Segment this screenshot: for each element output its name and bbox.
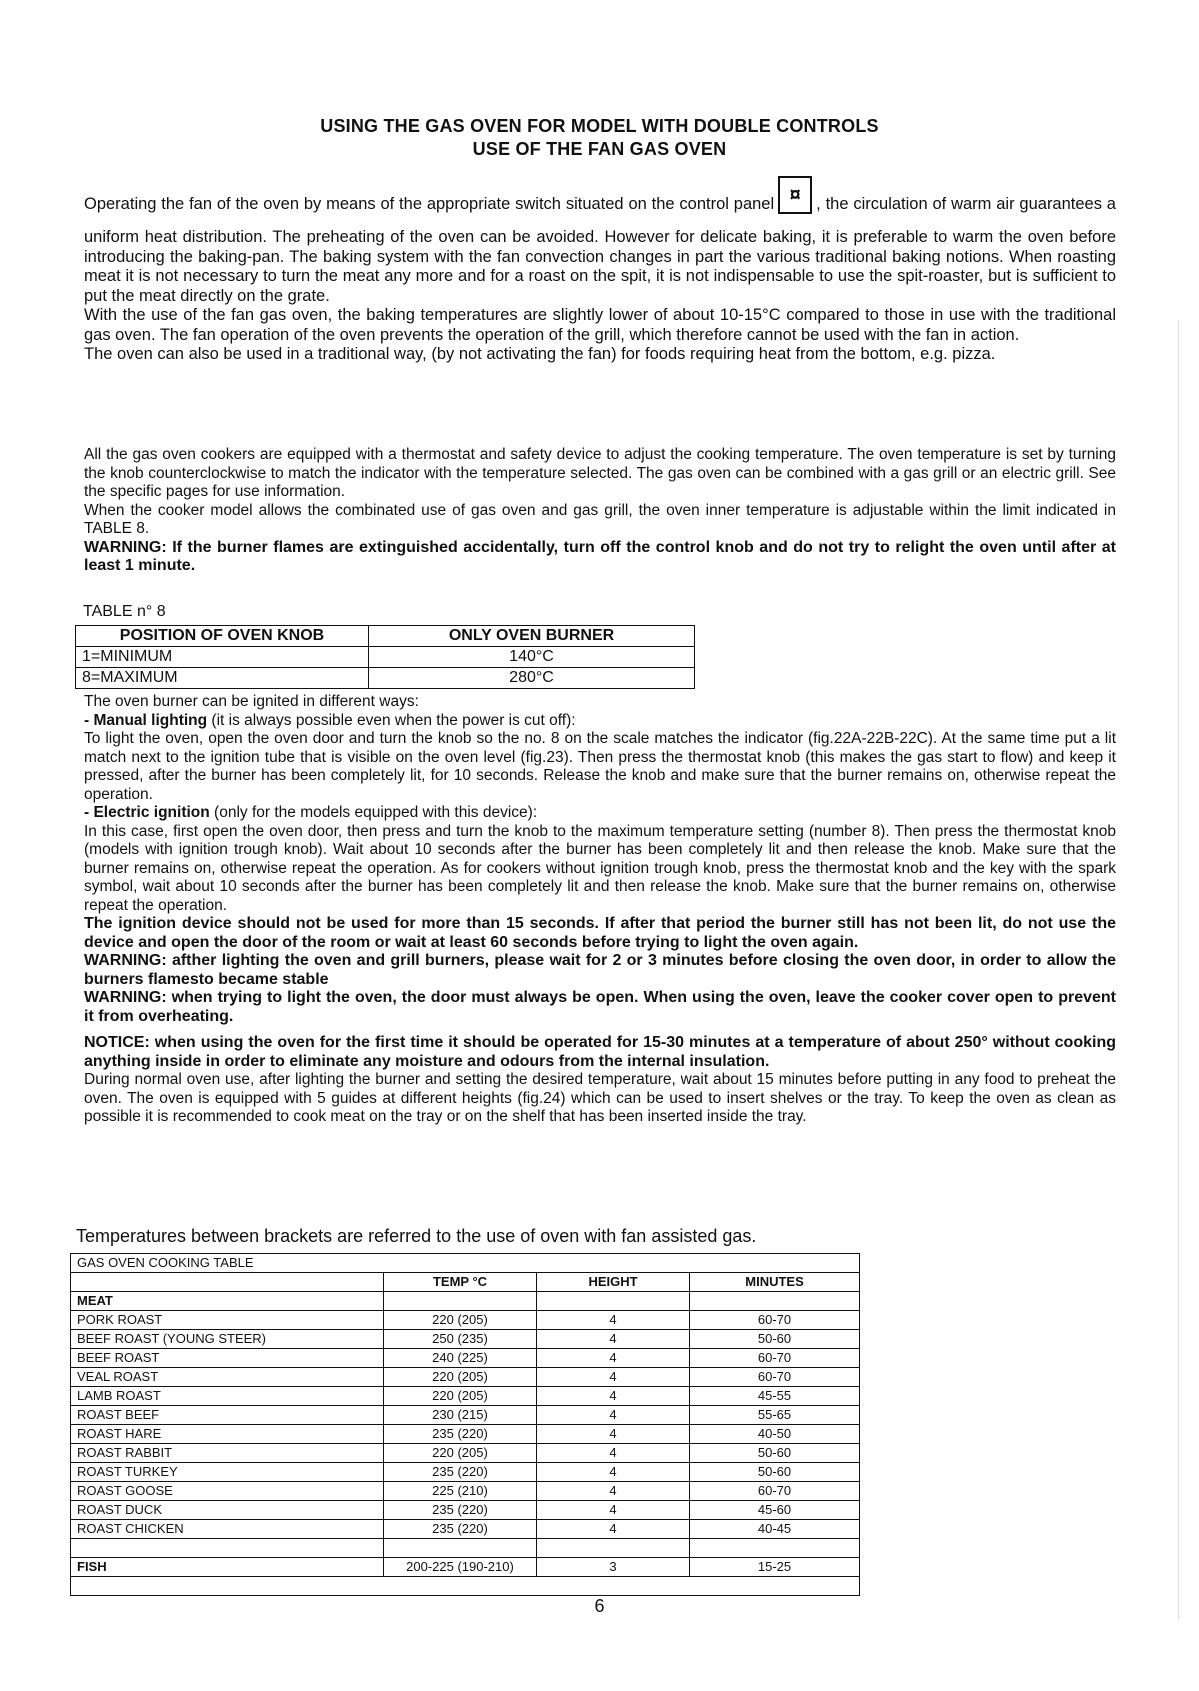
cooking-cell-minutes: 50-60 xyxy=(690,1463,860,1482)
table-row xyxy=(71,1482,860,1501)
electric-ignition-heading: - Electric ignition (only for the models equipped with this device): xyxy=(84,804,538,821)
table8-header-burner: ONLY OVEN BURNER xyxy=(369,626,695,647)
cooking-cell-food: LAMB ROAST xyxy=(71,1387,384,1406)
cooking-cell-temp: 250 (235) xyxy=(384,1330,537,1349)
cooking-cell-minutes: 45-60 xyxy=(690,1501,860,1520)
table-row xyxy=(71,1387,860,1406)
table-row xyxy=(76,647,695,668)
meat-rows xyxy=(71,1311,860,1539)
cooking-cell-height: 4 xyxy=(537,1520,690,1539)
thermostat-paragraph-2: When the cooker model allows the combinated use of gas oven and gas grill, the oven inner temperature is adjustable within the limit indicated in TABLE 8. xyxy=(84,501,1116,537)
cooking-cell-minutes: 60-70 xyxy=(690,1349,860,1368)
cooking-cell-height: 4 xyxy=(537,1349,690,1368)
cooking-cell-minutes: 60-70 xyxy=(690,1368,860,1387)
table-row xyxy=(71,1254,860,1273)
cooking-header-food xyxy=(71,1273,384,1292)
cooking-cell-height: 4 xyxy=(537,1501,690,1520)
cooking-cell-minutes: 40-45 xyxy=(690,1520,860,1539)
table-row xyxy=(71,1463,860,1482)
table-row xyxy=(71,1406,860,1425)
table8-cell: 280°C xyxy=(369,668,695,689)
cooking-cell-height: 4 xyxy=(537,1463,690,1482)
manual-lighting-heading: - Manual lighting (it is always possible even when the power is cut off): xyxy=(84,711,576,729)
electric-ignition-text: In this case, first open the oven door, then press and turn the knob to the maximum temperature setting (number 8). Then press the thermostat knob (models with ignition trough knob). Wait about 10 seconds after the burner has been completely lit and then release the knob. Make sure that the burner remains on, otherwise repeat the operation. As for cookers without ignition trough knob, press the thermostat knob and the key with the spark symbol, wait about 10 seconds after the burner has been completely lit and then release the knob. Make sure that the burner remains on, otherwise repeat the operation. xyxy=(84,822,1116,914)
cooking-cell-temp: 235 (220) xyxy=(384,1425,537,1444)
table8-header-position: POSITION OF OVEN KNOB xyxy=(76,626,369,647)
page-number: 6 xyxy=(594,1596,605,1616)
table-row xyxy=(71,1577,860,1596)
cooking-cell-minutes: 60-70 xyxy=(690,1482,860,1501)
table8-label: TABLE n° 8 xyxy=(83,603,166,620)
cooking-cell-temp: 240 (225) xyxy=(384,1349,537,1368)
cooking-cell-food: ROAST BEEF xyxy=(71,1406,384,1425)
cooking-cell-food: ROAST CHICKEN xyxy=(71,1520,384,1539)
intro-section xyxy=(84,184,1116,365)
thermostat-section xyxy=(84,446,1116,576)
cooking-cell-temp: 235 (220) xyxy=(384,1501,537,1520)
table-8 xyxy=(75,625,695,689)
cooking-cell-height: 4 xyxy=(537,1387,690,1406)
table-row xyxy=(71,1368,860,1387)
table-row xyxy=(71,1292,860,1311)
notice-text: During normal oven use, after lighting the burner and setting the desired temperature, wait about 15 minutes before putting in any food to preheat the oven. The oven is equipped with 5 guides at different heights (fig.24) which can be used to insert shelves or the tray. To keep the oven as clean as possible it is recommended to cook meat on the tray or on the shelf that has been inserted inside the tray. xyxy=(84,1071,1116,1125)
thermostat-warning: WARNING: If the burner flames are extinguished accidentally, turn off the control knob and do not try to relight the oven until after at least 1 minute. xyxy=(84,538,1116,574)
thermostat-paragraph-1: All the gas oven cookers are equipped with a thermostat and safety device to adjust the cooking temperature. The oven temperature is set by turning the knob counterclockwise to match the indicator with the temperature selected. The gas oven can be combined with a gas grill or an electric grill. See the specific pages for use information. xyxy=(84,446,1116,500)
cooking-cell-food: BEEF ROAST xyxy=(71,1349,384,1368)
cooking-header-temp: TEMP °C xyxy=(384,1273,537,1292)
section-label-fish: FISH xyxy=(71,1558,384,1577)
cooking-cell-food: ROAST HARE xyxy=(71,1425,384,1444)
cooking-cell-food: ROAST GOOSE xyxy=(71,1482,384,1501)
page-title: USING THE GAS OVEN FOR MODEL WITH DOUBLE CONTROLS xyxy=(320,116,879,136)
cooking-table-title: GAS OVEN COOKING TABLE xyxy=(71,1254,860,1273)
scan-edge-line xyxy=(1178,320,1179,1620)
table-row xyxy=(71,1444,860,1463)
section-label-meat: MEAT xyxy=(71,1292,384,1311)
table-row xyxy=(71,1273,860,1292)
cooking-cell-food: ROAST DUCK xyxy=(71,1501,384,1520)
intro-paragraph-1: Operating the fan of the oven by means of the appropriate switch situated on the control panel ¤ , the circulation of warm air guarantees a uniform heat distribution. The preheating of the oven can be avoided. However for delicate baking, it is preferable to warm the oven before introducing the baking-pan. The baking system with the fan convection changes in part the various traditional baking notions. When roasting meat it is not necessary to turn the meat any more and for a roast on the spit, it is not indispensable to use the spit-roaster, but is sufficient to put the meat directly on the grate. xyxy=(84,190,1116,306)
gas-oven-cooking-table xyxy=(70,1253,860,1596)
page-subtitle: USE OF THE FAN GAS OVEN xyxy=(472,139,727,159)
cooking-cell-minutes: 45-55 xyxy=(690,1387,860,1406)
cooking-cell-temp: 220 (205) xyxy=(384,1311,537,1330)
notice-warning: NOTICE: when using the oven for the first time it should be operated for 15-30 minutes at a temperature of about 250° without cooking anything inside in order to eliminate any moisture and odours from the internal insulation. xyxy=(84,1034,1116,1070)
cooking-cell-food: PORK ROAST xyxy=(71,1311,384,1330)
table-row xyxy=(76,668,695,689)
cooking-cell-height: 4 xyxy=(537,1425,690,1444)
cooking-cell-minutes: 50-60 xyxy=(690,1444,860,1463)
cooking-header-height: HEIGHT xyxy=(537,1273,690,1292)
cooking-table-caption: Temperatures between brackets are referred to the use of oven with fan assisted gas. xyxy=(76,1226,757,1246)
cooking-cell-temp: 225 (210) xyxy=(384,1482,537,1501)
cooking-header-minutes: MINUTES xyxy=(690,1273,860,1292)
cooking-cell-height: 4 xyxy=(537,1406,690,1425)
table-row xyxy=(71,1520,860,1539)
cooking-cell-height: 4 xyxy=(537,1482,690,1501)
cooking-cell-minutes: 50-60 xyxy=(690,1330,860,1349)
table-row xyxy=(71,1330,860,1349)
cooking-cell-food: VEAL ROAST xyxy=(71,1368,384,1387)
cooking-cell-temp: 220 (205) xyxy=(384,1444,537,1463)
intro-paragraph-2: With the use of the fan gas oven, the baking temperatures are slightly lower of about 10-15°C compared to those in use with the traditional gas oven. The fan operation of the oven prevents the operation of the grill, which therefore cannot be used with the fan in action. xyxy=(84,306,1116,344)
cooking-cell-temp: 220 (205) xyxy=(384,1387,537,1406)
cooking-cell-height: 4 xyxy=(537,1444,690,1463)
cooking-cell-temp: 220 (205) xyxy=(384,1368,537,1387)
ignition-warning-2: WARNING: afther lighting the oven and grill burners, please wait for 2 or 3 minutes before closing the oven door, in order to allow the burners flamesto became stable xyxy=(84,952,1116,988)
table8-cell: 8=MAXIMUM xyxy=(76,668,369,689)
table8-cell: 140°C xyxy=(369,647,695,668)
ignition-intro: The oven burner can be ignited in different ways: xyxy=(84,693,419,710)
manual-lighting-text: To light the oven, open the oven door and turn the knob so the no. 8 on the scale matches the indicator (fig.22A-22B-22C). At the same time put a lit match next to the ignition tube that is visible on the oven level (fig.23). Then press the thermostat knob (this makes the gas start to flow) and keep it pressed, after the burner has been completely lit, for 10 seconds. Release the knob and make sure that the burner remains on, otherwise repeat the operation. xyxy=(84,730,1116,803)
cooking-cell-food: BEEF ROAST (YOUNG STEER) xyxy=(71,1330,384,1349)
table-row xyxy=(76,626,695,647)
cooking-cell-height: 4 xyxy=(537,1368,690,1387)
cooking-cell-temp: 235 (220) xyxy=(384,1463,537,1482)
table8-cell: 1=MINIMUM xyxy=(76,647,369,668)
cooking-cell-minutes: 60-70 xyxy=(690,1311,860,1330)
cooking-cell-minutes: 40-50 xyxy=(690,1425,860,1444)
fish-minutes: 15-25 xyxy=(690,1558,860,1577)
cooking-cell-temp: 235 (220) xyxy=(384,1520,537,1539)
table-row xyxy=(71,1539,860,1558)
intro-paragraph-3: The oven can also be used in a traditional way, (by not activating the fan) for foods requiring heat from the bottom, e.g. pizza. xyxy=(84,345,996,363)
fan-symbol-icon: ¤ xyxy=(778,176,812,214)
table-row xyxy=(71,1558,860,1577)
cooking-cell-height: 4 xyxy=(537,1311,690,1330)
cooking-cell-food: ROAST RABBIT xyxy=(71,1444,384,1463)
table-row xyxy=(71,1425,860,1444)
ignition-warning-3: WARNING: when trying to light the oven, the door must always be open. When using the oven, leave the cooker cover open to prevent it from overheating. xyxy=(84,989,1116,1025)
ignition-section xyxy=(84,693,1116,1127)
cooking-cell-height: 4 xyxy=(537,1330,690,1349)
table-row xyxy=(71,1311,860,1330)
cooking-cell-temp: 230 (215) xyxy=(384,1406,537,1425)
ignition-warning-1: The ignition device should not be used for more than 15 seconds. If after that period the burner still has not been lit, do not use the device and open the door of the room or wait at least 60 seconds before trying to light the oven again. xyxy=(84,915,1116,951)
table-row xyxy=(71,1501,860,1520)
table-row xyxy=(71,1349,860,1368)
cooking-cell-minutes: 55-65 xyxy=(690,1406,860,1425)
cooking-cell-food: ROAST TURKEY xyxy=(71,1463,384,1482)
fish-height: 3 xyxy=(537,1558,690,1577)
fish-temp: 200-225 (190-210) xyxy=(384,1558,537,1577)
